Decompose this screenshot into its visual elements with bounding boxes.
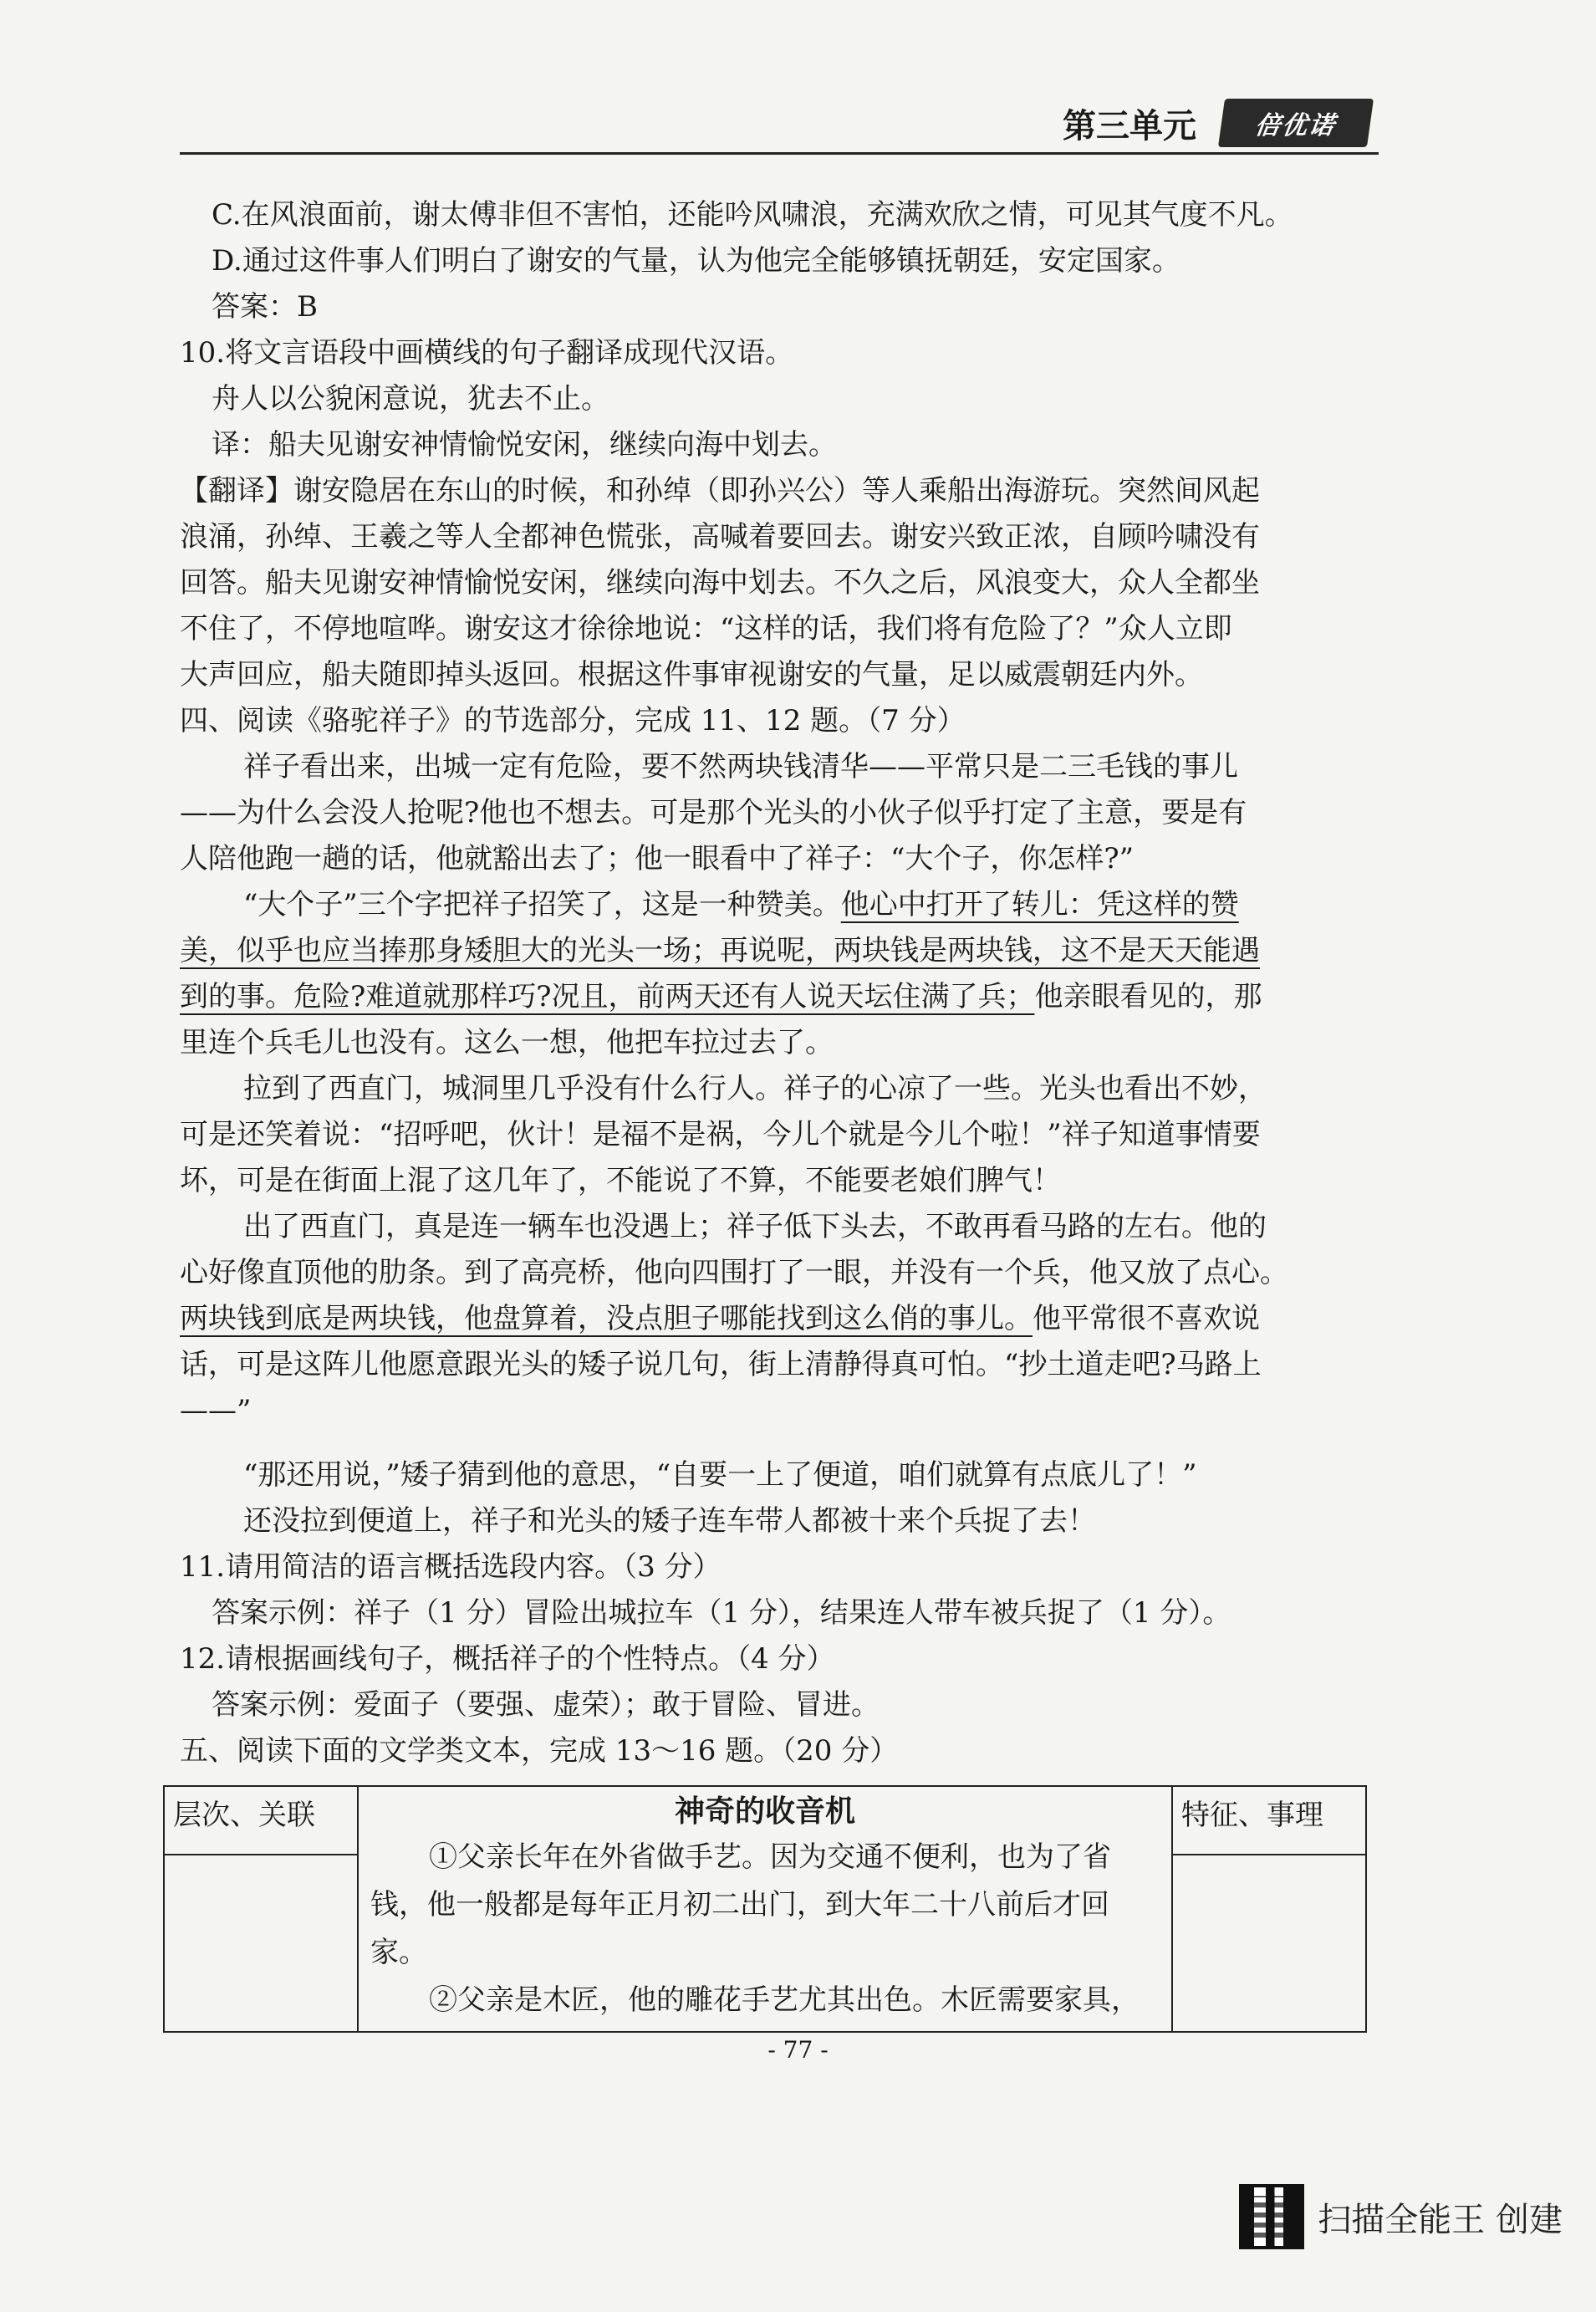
passage-line: 祥子看出来，出城一定有危险，要不然两块钱清华——平常只是二三毛钱的事儿: [243, 750, 1238, 783]
header-divider: [180, 152, 1379, 155]
table-header-row: [164, 1786, 1366, 1855]
answer-12: 答案示例：爱面子（要强、虚荣）；敢于冒险、冒进。: [212, 1688, 880, 1722]
brand-logo: [1218, 99, 1374, 147]
passage-line: 坏，可是在街面上混了这几年了，不能说了不算，不能要老娘们脾气！: [180, 1164, 1061, 1197]
passage-line: 人陪他跑一趟的话，他就豁出去了；他一眼看中了祥子：“大个子，你怎样?”: [180, 842, 1134, 875]
reading-table: [163, 1785, 1367, 2033]
underlined-sentence: 两块钱到底是两块钱，他盘算着，没点胆子哪能找到这么俏的事儿。: [180, 1302, 1033, 1335]
column-right-header: 特征、事理: [1172, 1786, 1366, 1855]
brand-logo-text: 倍优诺: [1253, 111, 1338, 140]
underlined-sentence: 他心中打开了转儿：凭这样的赞: [840, 888, 1239, 921]
scanner-watermark: [1239, 2184, 1563, 2249]
essay-paragraph: 钱，他一般都是每年正月初二出门，到大年二十八前后才回: [370, 1888, 1109, 1922]
translation-line: 不住了，不停地喧哗。谢安这才徐徐地说：“这样的话，我们将有危险了？”众人立即: [180, 612, 1232, 646]
classical-sentence: 舟人以公貌闲意说，犹去不止。: [212, 382, 609, 416]
translation-answer: 译：船夫见谢安神情愉悦安闲，继续向海中划去。: [212, 428, 837, 462]
essay-title: 神奇的收音机: [674, 1794, 855, 1829]
translation-line: 【翻译】谢安隐居在东山的时候，和孙绰（即孙兴公）等人乘船出海游玩。突然间风起: [180, 474, 1260, 508]
passage-line: 心好像直顶他的肋条。到了高亮桥，他向四围打了一眼，并没有一个兵，他又放了点心。: [180, 1256, 1288, 1289]
unit-title: 第三单元: [1063, 106, 1196, 145]
passage-line: ——为什么会没人抢呢?他也不想去。可是那个光头的小伙子似乎打定了主意，要是有: [180, 796, 1247, 829]
page-number: - 77 -: [767, 2036, 829, 2064]
translation-line: 回答。船夫见谢安神情愉悦安闲，继续向海中划去。不久之后，风浪变大，众人全都坐: [180, 566, 1260, 600]
passage-line: 可是还笑着说：“招呼吧，伙计！是福不是祸，今儿个就是今儿个啦！”祥子知道事情要: [180, 1118, 1261, 1151]
essay-paragraph: 家。: [370, 1936, 427, 1969]
table-cell-right: [1172, 1855, 1366, 2032]
passage-line: “那还用说，”矮子猜到他的意思，“自要一上了便道，咱们就算有点底儿了！”: [243, 1458, 1197, 1492]
section-5-heading: 五、阅读下面的文学类文本，完成 13～16 题。（20 分）: [180, 1734, 899, 1768]
essay-paragraph: ②父亲是木匠，他的雕花手艺尤其出色。木匠需要家具，: [429, 1983, 1140, 2017]
section-4-heading: 四、阅读《骆驼祥子》的节选部分，完成 11、12 题。（7 分）: [180, 704, 966, 737]
passage-text: 他平常很不喜欢说: [1033, 1302, 1260, 1335]
translation-line: 浪涌，孙绰、王羲之等人全都神色慌张，高喊着要回去。谢安兴致正浓，自顾吟啸没有: [180, 520, 1260, 554]
question-10: 10.将文言语段中画横线的句子翻译成现代汉语。: [180, 336, 794, 370]
passage-line: ——”: [180, 1394, 252, 1427]
passage-line: [180, 974, 1379, 1020]
page-header: [1063, 99, 1370, 147]
passage-line: 话，可是这阵儿他愿意跟光头的矮子说几句，街上清静得真可怕。“抄土道走吧?马路上: [180, 1348, 1262, 1381]
option-c: C.在风浪面前，谢太傅非但不害怕，还能吟风啸浪，充满欢欣之情，可见其气度不凡。: [212, 198, 1293, 232]
option-d: D.通过这件事人们明白了谢安的气量，认为他完全能够镇抚朝廷，安定国家。: [212, 244, 1180, 278]
essay-cell: [358, 1786, 1172, 2032]
document-body: [180, 192, 1379, 1774]
underlined-sentence: 美，似乎也应当捧那身矮胆大的光头一场；再说呢，两块钱是两块钱，这不是天天能遇: [180, 934, 1260, 967]
passage-text: 他亲眼看见的，那: [1034, 980, 1262, 1013]
question-12: 12.请根据画线句子，概括祥子的个性特点。（4 分）: [180, 1642, 835, 1676]
underlined-sentence: 到的事。危险?难道就那样巧?况且，前两天还有人说天坛住满了兵；: [180, 980, 1035, 1013]
passage-line: [180, 1296, 1379, 1342]
column-left-header: 层次、关联: [164, 1786, 358, 1855]
passage-line: [180, 882, 1379, 928]
passage-line: 出了西直门，真是连一辆车也没遇上；祥子低下头去，不敢再看马路的左右。他的: [243, 1210, 1267, 1243]
question-11: 11.请用简洁的语言概括选段内容。（3 分）: [180, 1550, 722, 1584]
passage-line: 拉到了西直门，城洞里几乎没有什么行人。祥子的心凉了一些。光头也看出不妙，: [243, 1072, 1267, 1105]
passage-text: “大个子”三个字把祥子招笑了，这是一种赞美。: [243, 888, 841, 921]
answer-9: 答案：B: [212, 290, 318, 324]
spacer: [180, 1434, 1379, 1452]
answer-11: 答案示例：祥子（1 分）冒险出城拉车（1 分），结果连人带车被兵捉了（1 分）。: [212, 1596, 1231, 1630]
qr-code-icon: [1239, 2184, 1304, 2249]
passage-line: 还没拉到便道上，祥子和光头的矮子连车带人都被十来个兵捉了去！: [243, 1504, 1096, 1538]
watermark-text: 扫描全能王 创建: [1318, 2200, 1563, 2239]
passage-line: 里连个兵毛儿也没有。这么一想，他把车拉过去了。: [180, 1026, 834, 1059]
table-cell-left: [164, 1855, 358, 2032]
translation-line: 大声回应，船夫随即掉头返回。根据这件事审视谢安的气量，足以威震朝廷内外。: [180, 658, 1203, 692]
essay-paragraph: ①父亲长年在外省做手艺。因为交通不便利，也为了省: [429, 1840, 1111, 1874]
